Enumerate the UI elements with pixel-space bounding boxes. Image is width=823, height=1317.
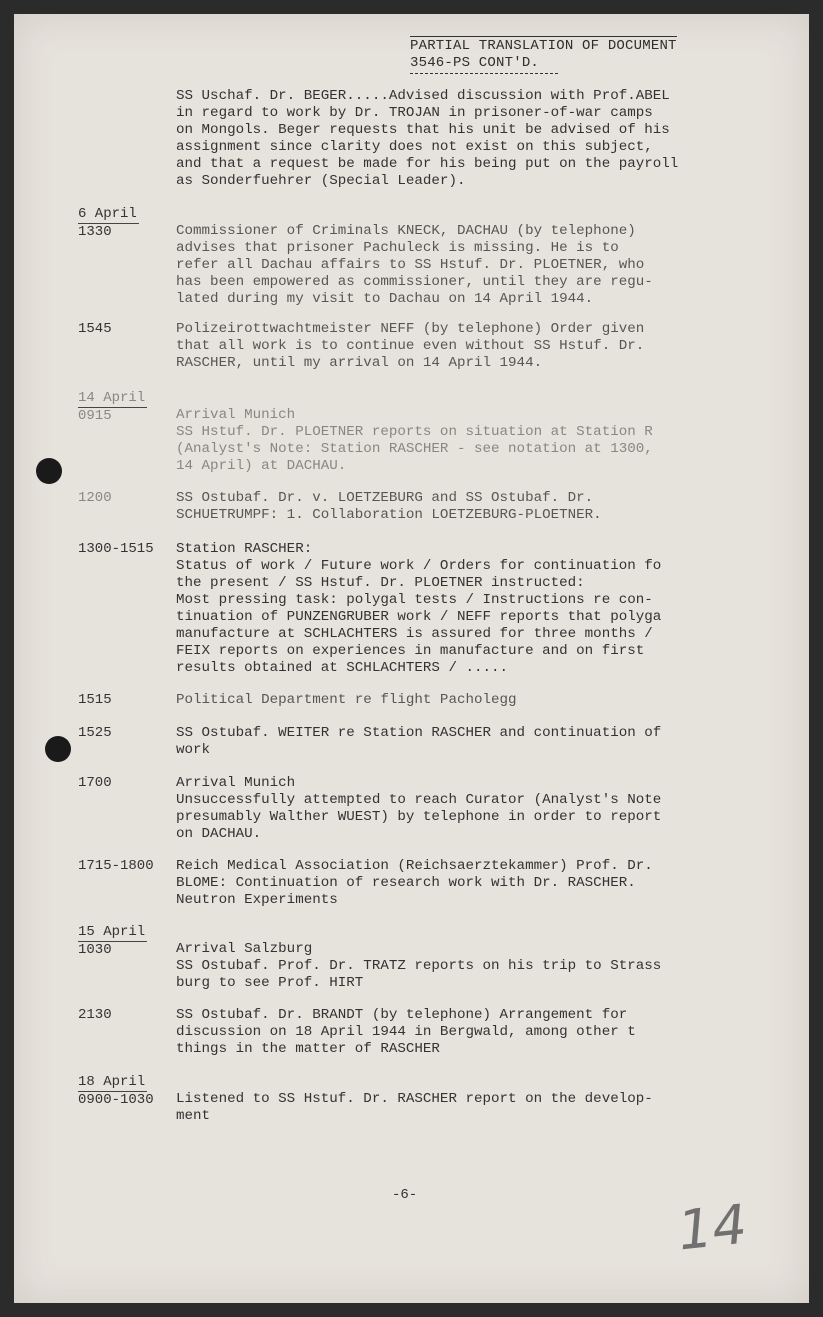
entry-date-block [78, 390, 147, 425]
entry-date-block [78, 206, 139, 241]
entry-date: 18 April [78, 1074, 146, 1090]
entry-text: SS Ostubaf. WEITER re Station RASCHER and continuation of work [176, 725, 662, 758]
entry-text: Arrival Salzburg SS Ostubaf. Prof. Dr. TRATZ reports on his trip to Strass burg to see Prof. HIRT [176, 941, 662, 991]
document-header [410, 36, 677, 74]
punch-hole [36, 458, 62, 484]
header-title: PARTIAL TRANSLATION OF DOCUMENT [410, 38, 677, 54]
entry-time: 1515 [78, 692, 112, 708]
entry-text: Commissioner of Criminals KNECK, DACHAU (by telephone) advises that prisoner Pachuleck is missing. He is to refer all Dachau affairs to SS Hstuf. Dr. PLOETNER, who has been empowered as commissioner, until they are regu- lated during my visit to Dachau on 14 April 1944. [176, 223, 653, 307]
entry-date-block [78, 1074, 154, 1109]
entry-date: 15 April [78, 924, 146, 940]
entry-time: 1700 [78, 775, 112, 791]
entry-time: 0915 [78, 408, 112, 424]
entry-time: 0900-1030 [78, 1092, 154, 1108]
handwritten-page-number: 14 [674, 1192, 750, 1263]
entry-text: Arrival Munich SS Hstuf. Dr. PLOETNER reports on situation at Station R (Analyst's Note: Station RASCHER - see notation at 1300, 14 April) at DACHAU. [176, 407, 653, 474]
punch-hole [45, 736, 71, 762]
entry-text: SS Uschaf. Dr. BEGER.....Advised discussion with Prof.ABEL in regard to work by Dr. TROJAN in prisoner-of-war camps on Mongols. Beger requests that his unit be advised of his assignment since clarity does not exist on this subject, and that a request be made for his being put on the payroll as Sonderfuehrer (Special Leader). [176, 88, 679, 189]
entry-time: 1525 [78, 725, 112, 741]
entry-text: Polizeirottwachtmeister NEFF (by telephone) Order given that all work is to continue even without SS Hstuf. Dr. RASCHER, until my arrival on 14 April 1944. [176, 321, 645, 371]
entry-text: SS Ostubaf. Dr. BRANDT (by telephone) Arrangement for discussion on 18 April 1944 in Bergwald, among other t things in the matter of RASCHER [176, 1007, 636, 1057]
entry-text: Political Department re flight Pacholegg [176, 692, 517, 708]
page-number: -6- [392, 1187, 418, 1203]
entry-text: Arrival Munich Unsuccessfully attempted to reach Curator (Analyst's Note presumably Walther WUEST) by telephone in order to report on DACHAU. [176, 775, 662, 842]
entry-text: Reich Medical Association (Reichsaerztekammer) Prof. Dr. BLOME: Continuation of research work with Dr. RASCHER. Neutron Experiments [176, 858, 653, 908]
header-document-number: 3546-PS CONT'D. [410, 55, 558, 74]
entry-date: 6 April [78, 206, 137, 222]
entry-date-block [78, 924, 147, 959]
entry-time: 1300-1515 [78, 541, 154, 557]
entry-text: Station RASCHER: Status of work / Future work / Orders for continuation fo the present / SS Hstuf. Dr. PLOETNER instructed: Most pressing task: polygal tests / Instructions re con- tinuation of PUNZENGRUBER work / NEFF reports that polyga manufacture at SCHLACHTERS is assured for three months / FEIX reports on experiences in manufacture and on first results obtained at SCHLACHTERS / ..... [176, 541, 662, 676]
entry-time: 2130 [78, 1007, 112, 1023]
entry-time: 1030 [78, 942, 112, 958]
entry-date: 14 April [78, 390, 146, 406]
entry-time: 1200 [78, 490, 112, 506]
entry-time: 1545 [78, 321, 112, 337]
entry-text: SS Ostubaf. Dr. v. LOETZEBURG and SS Ostubaf. Dr. SCHUETRUMPF: 1. Collaboration LOETZEBURG-PLOETNER. [176, 490, 602, 523]
entry-text: Listened to SS Hstuf. Dr. RASCHER report on the develop- ment [176, 1091, 653, 1124]
entry-time: 1330 [78, 224, 112, 240]
entry-time: 1715-1800 [78, 858, 154, 874]
document-page [14, 14, 809, 1303]
